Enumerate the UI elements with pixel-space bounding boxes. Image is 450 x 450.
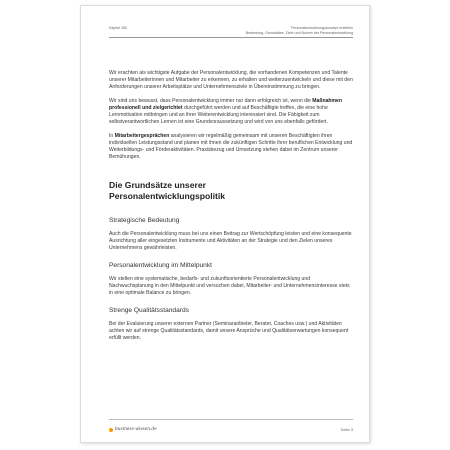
page-footer bbox=[109, 427, 353, 435]
section-heading: Strenge Qualitätsstandards bbox=[109, 307, 189, 314]
logo-text: business-wissen.de bbox=[115, 427, 157, 432]
main-heading-line-2: Personalentwicklungspolitik bbox=[109, 191, 226, 201]
intro-paragraph-2-text-start: Wir sind uns bewusst, dass Personalentwicklung immer nur dann erfolgreich ist, wenn die bbox=[109, 98, 313, 104]
section-strategic-importance bbox=[109, 217, 353, 252]
section-heading: Strategische Bedeutung bbox=[109, 217, 180, 224]
section-quality-standards bbox=[109, 307, 353, 342]
intro-paragraph-2 bbox=[109, 98, 353, 126]
page-content bbox=[109, 70, 353, 352]
header-subtitle: Bedeutung, Grundsätze, Ziele und Nutzen der Personalentwicklung bbox=[245, 30, 353, 35]
site-logo[interactable] bbox=[109, 427, 157, 432]
main-heading-line-1: Die Grundsätze unserer bbox=[109, 180, 206, 190]
footer-divider bbox=[109, 419, 353, 420]
intro-paragraph-3-text-end: analysieren wir regelmäßig gemeinsam mit unseren Beschäftigten ihren individuellen Leistungsstand und planen mit ihnen die zukünftigen Schritte ihrer beruflichen Entwicklung und Weiterbildungs- und Förderaktivitäten. Praxisbezug und Umsetzung stehen dabei im Zentrum unserer Bemühungen. bbox=[109, 133, 353, 160]
intro-paragraph-2-text-end: durchgeführt werden und auf Beschäftigte treffen, die eine hohe Lernmotivation mitbringen und an ihrer Weiterentwicklung interessiert sind. Die Fähigkeit zum selbstverantwortlichen Lernen ist eine Grundvoraussetzung und wird von uns ebenfalls gefördert. bbox=[109, 105, 328, 125]
header-title: Personalentwicklungskonzept erstellen bbox=[291, 26, 353, 30]
main-heading bbox=[109, 180, 353, 202]
section-development-focus bbox=[109, 262, 353, 297]
page-number: Seite 3 bbox=[340, 427, 353, 432]
intro-paragraph-2-emphasis: Maßnahmen professionell und zielgerichtet bbox=[109, 98, 342, 111]
section-text: Bei der Evaluierung unserer externen Partner (Seminaranbieter, Berater, Coaches usw.) und Aktivitäten achten wir auf strenge Qualitätsstandards, damit unsere Ansprüche und Qualitätserwartungen konsequent erfüllt werden. bbox=[109, 321, 349, 341]
logo-dot-icon bbox=[109, 428, 113, 432]
intro-paragraph-1: Wir erachten als wichtigste Aufgabe der Personalentwicklung, die vorhandenen Kompetenzen und Talente unserer Mitarbeiterinnen und Mitarbeiter zu erkennen, zu erhalten und weiterzuentwickeln und diese mit den Anforderungen unserer Arbeitsplätze und Unternehmensziele in Übereinstimmung zu bringen. bbox=[109, 70, 353, 90]
section-text: Auch die Personalentwicklung muss bei uns einen Beitrag zur Wertschöpfung leisten und eine konsequente Ausrichtung aller eingesetzten Instrumente und Aktivitäten an der Strategie und den Zielen unseres Unternehmens gewährleisten. bbox=[109, 231, 352, 251]
document-page bbox=[80, 5, 370, 443]
intro-paragraph-3-emphasis: Mitarbeitergesprächen bbox=[114, 133, 170, 139]
header-divider bbox=[109, 37, 353, 38]
intro-paragraph-3-text-start: In bbox=[109, 133, 115, 139]
header-title-block bbox=[246, 26, 353, 35]
page-header bbox=[109, 26, 353, 42]
chapter-label: Kapitel 180 bbox=[109, 26, 127, 30]
intro-paragraph-3 bbox=[109, 133, 353, 161]
section-heading: Personalentwicklung im Mittelpunkt bbox=[109, 262, 212, 269]
section-text: Wir stellen eine systematische, bedarfs- und zukunftsorientierte Personalentwicklung und Nachwuchsplanung in den Mittelpunkt und versuchen dabei, Mitarbeiter- und Unternehmensinteresse stets in eine optimale Balance zu bringen. bbox=[109, 276, 350, 296]
